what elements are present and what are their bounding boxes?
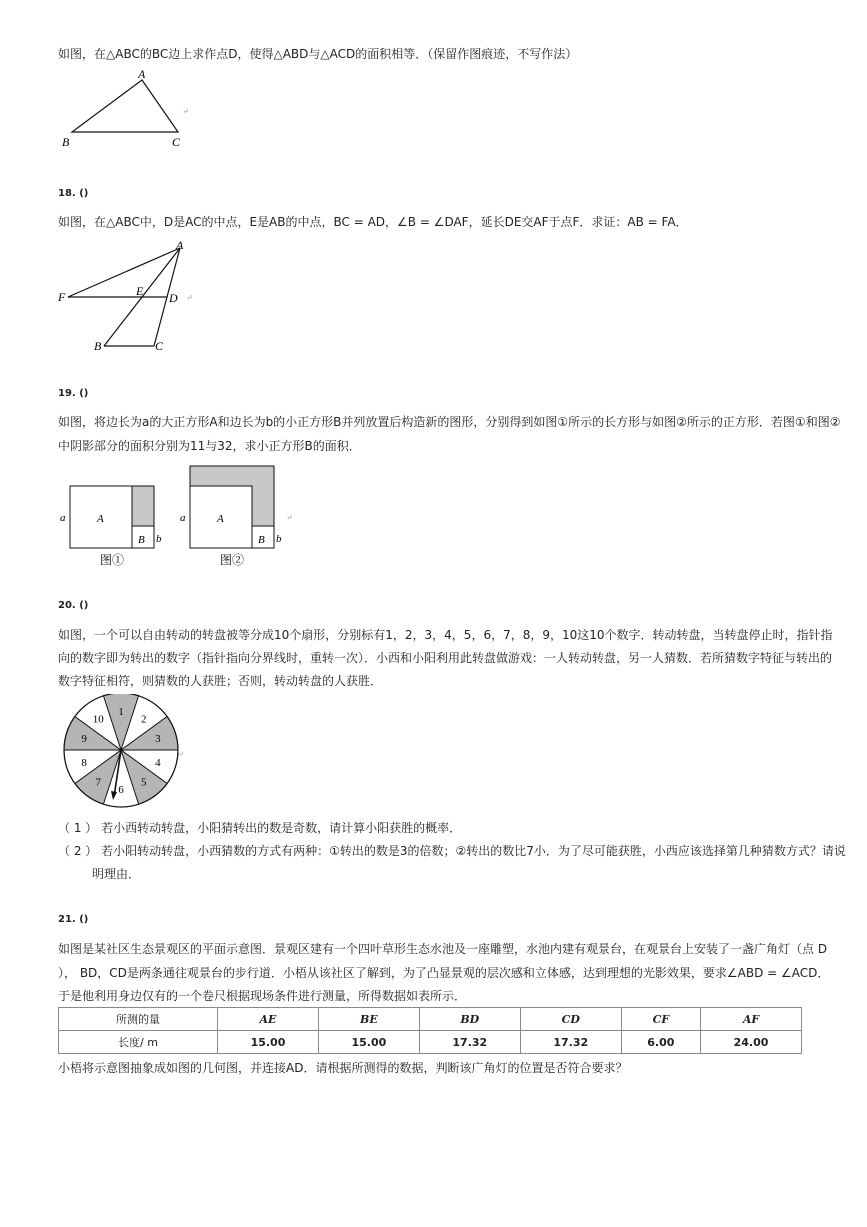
q20-text-line3: 数字特征相符，则猜数的人获胜；否则，转动转盘的人获胜． xyxy=(58,674,383,688)
label-A: A xyxy=(176,238,184,252)
q21-number: 21. () xyxy=(58,914,89,925)
wheel-sector-label: 4 xyxy=(155,756,161,769)
q18-text: 如图，在△ABC中，D是AC的中点，E是AB的中点，BC = AD，∠B = ∠DAF，延长DE交AF于点F．求证：AB = FA． xyxy=(58,215,688,229)
table-header-cell: BE xyxy=(318,1008,419,1031)
label-F: F xyxy=(58,290,66,304)
q20-subquestion-2-line2: 明理由． xyxy=(92,867,141,881)
table-cell: 15.00 xyxy=(318,1031,419,1054)
label-C: C xyxy=(172,135,181,149)
svg-text:↵: ↵ xyxy=(286,513,293,522)
q20-text-line1: 如图，一个可以自由转动的转盘被等分成10个扇形，分别标有1，2，3，4，5，6，7，8，9，10这10个数字．转动转盘，当转盘停止时，指针指 xyxy=(58,628,833,642)
q17-text: 如图，在△ABC的BC边上求作点D，使得△ABD与△ACD的面积相等．（保留作图痕迹，不写作法） xyxy=(58,47,578,61)
q19-text-line2: 中阴影部分的面积分别为11与32，求小正方形B的面积． xyxy=(58,439,361,453)
label-A: A xyxy=(138,67,146,81)
q18-number: 18. () xyxy=(58,188,89,199)
fig2-label-B: B xyxy=(258,534,265,546)
fig2-caption: 图② xyxy=(220,553,245,567)
table-header-cell: 所测的量 xyxy=(59,1008,218,1031)
wheel-sector-label: 9 xyxy=(81,733,87,746)
q20-subquestion-2-line1: （ 2 ） 若小阳转动转盘，小西猜数的方式有两种：①转出的数是3的倍数；②转出的数比7小．为了尽可能获胜，小西应该选择第几种猜数方式？请说 xyxy=(58,844,846,858)
q20-text-line2: 向的数字即为转出的数字（指针指向分界线时，重转一次）．小西和小阳利用此转盘做游戏：一人转动转盘，另一人猜数．若所猜数字特征与转出的 xyxy=(58,651,833,665)
wheel-sector-label: 7 xyxy=(95,776,101,789)
table-header-cell: BD xyxy=(419,1008,520,1031)
svg-text:↵: ↵ xyxy=(186,293,193,302)
label-B: B xyxy=(62,135,70,149)
fig2-label-b: b xyxy=(276,533,282,545)
q19-squares-figure xyxy=(58,462,308,570)
table-header-cell: AF xyxy=(701,1008,802,1031)
label-D: D xyxy=(169,291,178,305)
fig1-label-B: B xyxy=(138,534,145,546)
wheel-sector-label: 6 xyxy=(118,783,124,796)
fig1-label-A: A xyxy=(97,513,104,525)
table-header-cell: CF xyxy=(621,1008,700,1031)
label-E: E xyxy=(136,284,144,298)
table-header-cell: CD xyxy=(520,1008,621,1031)
svg-text:↵: ↵ xyxy=(182,107,189,116)
q21-text-line3: 于是他利用身边仅有的一个卷尺根据现场条件进行测量，所得数据如表所示． xyxy=(58,989,467,1003)
fig2-label-a: a xyxy=(180,512,186,524)
table-cell: 17.32 xyxy=(520,1031,621,1054)
q18-triangle-figure xyxy=(58,238,208,356)
q19-text-line1: 如图，将边长为a的大正方形A和边长为b的小正方形B并列放置后构造新的图形，分别得到如图①所示的长方形与如图②所示的正方形．若图①和图② xyxy=(58,415,841,429)
wheel-sector-label: 1 xyxy=(118,706,124,719)
table-header-cell: AE xyxy=(218,1008,319,1031)
wheel-sector-label: 10 xyxy=(92,713,104,726)
q21-text-line1: 如图是某社区生态景观区的平面示意图．景观区建有一个四叶草形生态水池及一座雕塑，水池内建有观景台，在观景台上安装了一盏广角灯（点 D xyxy=(58,942,828,956)
q19-number: 19. () xyxy=(58,388,89,399)
label-C: C xyxy=(155,339,164,353)
q21-closing-text: 小梧将示意图抽象成如图的几何图，并连接AD．请根据所测得的数据，判断该广角灯的位置是否符合要求？ xyxy=(58,1061,628,1075)
table-cell: 24.00 xyxy=(701,1031,802,1054)
fig1-caption: 图① xyxy=(100,553,125,567)
fig1-label-a: a xyxy=(60,512,66,524)
table-cell: 长度/ m xyxy=(59,1031,218,1054)
fig1-label-b: b xyxy=(156,533,162,545)
wheel-sector-label: 3 xyxy=(155,733,161,746)
table-cell: 17.32 xyxy=(419,1031,520,1054)
svg-text:↵: ↵ xyxy=(178,750,184,758)
wheel-sector-label: 5 xyxy=(141,776,147,789)
q17-triangle-figure xyxy=(58,66,198,150)
label-B: B xyxy=(94,339,102,353)
table-header-row xyxy=(59,1008,802,1031)
q20-subquestion-1: （ 1 ） 若小西转动转盘，小阳猜转出的数是奇数，请计算小阳获胜的概率． xyxy=(58,821,462,835)
table-cell: 15.00 xyxy=(218,1031,319,1054)
table-row xyxy=(59,1031,802,1054)
spinner-wheel-figure xyxy=(62,694,186,810)
q21-text-line2: ）， BD，CD是两条通往观景台的步行道．小梧从该社区了解到，为了凸显景观的层次感和立体感，达到理想的光影效果，要求∠ABD = ∠ACD． xyxy=(58,966,830,980)
table-cell: 6.00 xyxy=(621,1031,700,1054)
measurement-table xyxy=(58,1007,802,1054)
wheel-sector-label: 2 xyxy=(141,713,147,726)
fig2-label-A: A xyxy=(217,513,224,525)
q20-number: 20. () xyxy=(58,600,89,611)
wheel-sector-label: 8 xyxy=(81,756,87,769)
